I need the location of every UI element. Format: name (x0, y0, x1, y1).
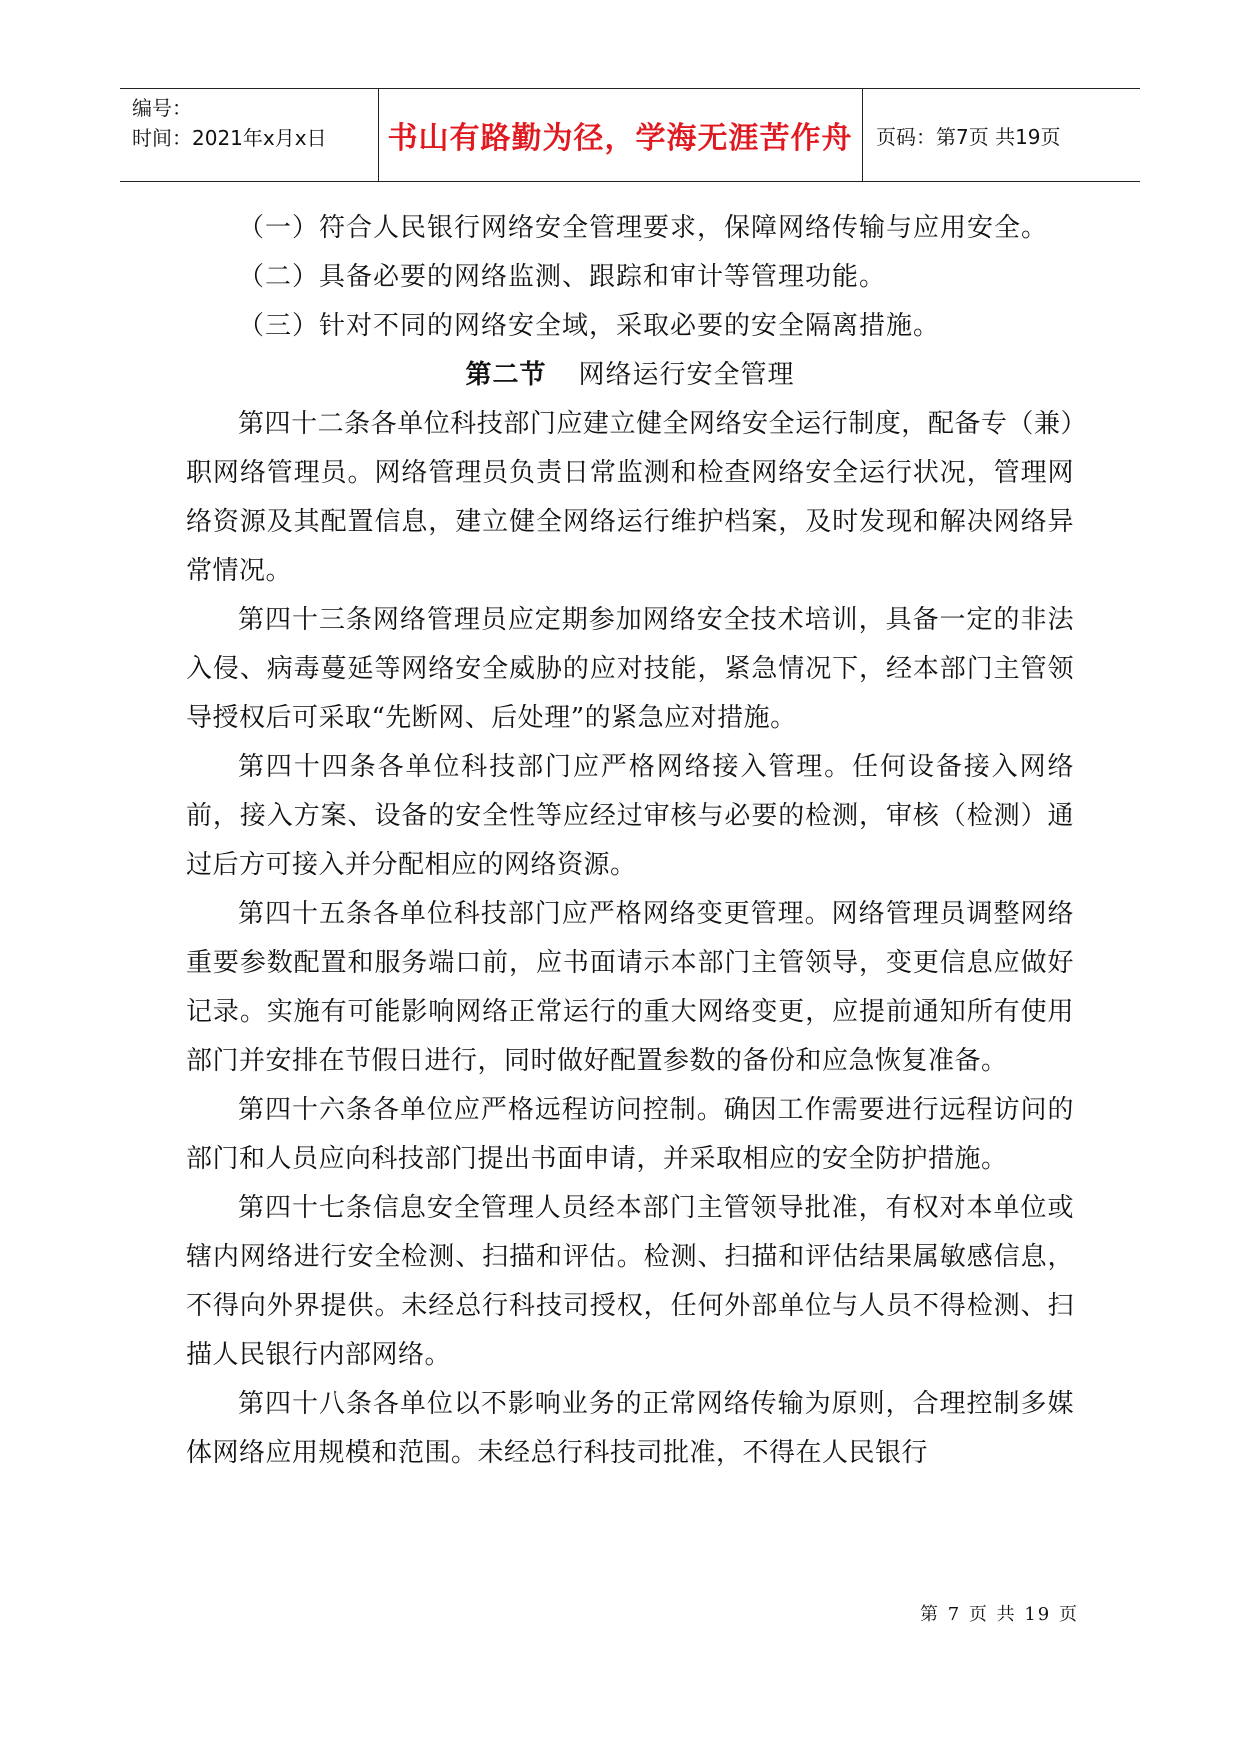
section-title: 网络运行安全管理 (578, 360, 795, 390)
article-paragraph: 第四十三条网络管理员应定期参加网络安全技术培训，具备一定的非法入侵、病毒蔓延等网络安全威胁的应对技能，紧急情况下，经本部门主管领导授权后可采取“先断网、后处理”的紧急应对措施。 (186, 605, 1074, 733)
number-label: 编号： (132, 96, 192, 120)
time-label: 时间：2021年x月x日 (132, 126, 327, 150)
article-paragraph: 第四十七条信息安全管理人员经本部门主管领导批准，有权对本单位或辖内网络进行安全检测、扫描和评估。检测、扫描和评估结果属敏感信息，不得向外界提供。未经总行科技司授权，任何外部单位与人员不得检测、扫描人民银行内部网络。 (186, 1193, 1074, 1370)
article-paragraph: 第四十六条各单位应严格远程访问控制。确因工作需要进行远程访问的部门和人员应向科技部门提出书面申请，并采取相应的安全防护措施。 (186, 1095, 1074, 1174)
header-page-label: 页码：第7页 共19页 (876, 124, 1061, 149)
article-paragraph: 第四十四条各单位科技部门应严格网络接入管理。任何设备接入网络前，接入方案、设备的安全性等应经过审核与必要的检测，审核（检测）通过后方可接入并分配相应的网络资源。 (186, 752, 1074, 880)
list-item: （一）符合人民银行网络安全管理要求，保障网络传输与应用安全。 (238, 213, 1049, 243)
page-footer: 第 7 页 共 19 页 (920, 1604, 1079, 1625)
article-paragraph: 第四十八条各单位以不影响业务的正常网络传输为原则，合理控制多媒体网络应用规模和范围。未经总行科技司批准，不得在人民银行 (186, 1389, 1074, 1468)
header-motto: 书山有路勤为径，学海无涯苦作舟 (387, 121, 853, 156)
section-number: 第二节 (465, 360, 547, 390)
page-header (120, 88, 1140, 182)
list-item: （二）具备必要的网络监测、跟踪和审计等管理功能。 (238, 262, 887, 292)
section-heading (186, 351, 1074, 400)
article-paragraph: 第四十二条各单位科技部门应建立健全网络安全运行制度，配备专（兼）职网络管理员。网络管理员负责日常监测和检查网络安全运行状况，管理网络资源及其配置信息，建立健全网络运行维护档案，及时发现和解决网络异常情况。 (186, 409, 1074, 586)
document-body (186, 204, 1074, 1478)
header-divider (862, 89, 863, 181)
list-item: （三）针对不同的网络安全域，采取必要的安全隔离措施。 (238, 311, 941, 341)
article-paragraph: 第四十五条各单位科技部门应严格网络变更管理。网络管理员调整网络重要参数配置和服务端口前，应书面请示本部门主管领导，变更信息应做好记录。实施有可能影响网络正常运行的重大网络变更，应提前通知所有使用部门并安排在节假日进行，同时做好配置参数的备份和应急恢复准备。 (186, 899, 1074, 1076)
header-meta (132, 93, 327, 153)
